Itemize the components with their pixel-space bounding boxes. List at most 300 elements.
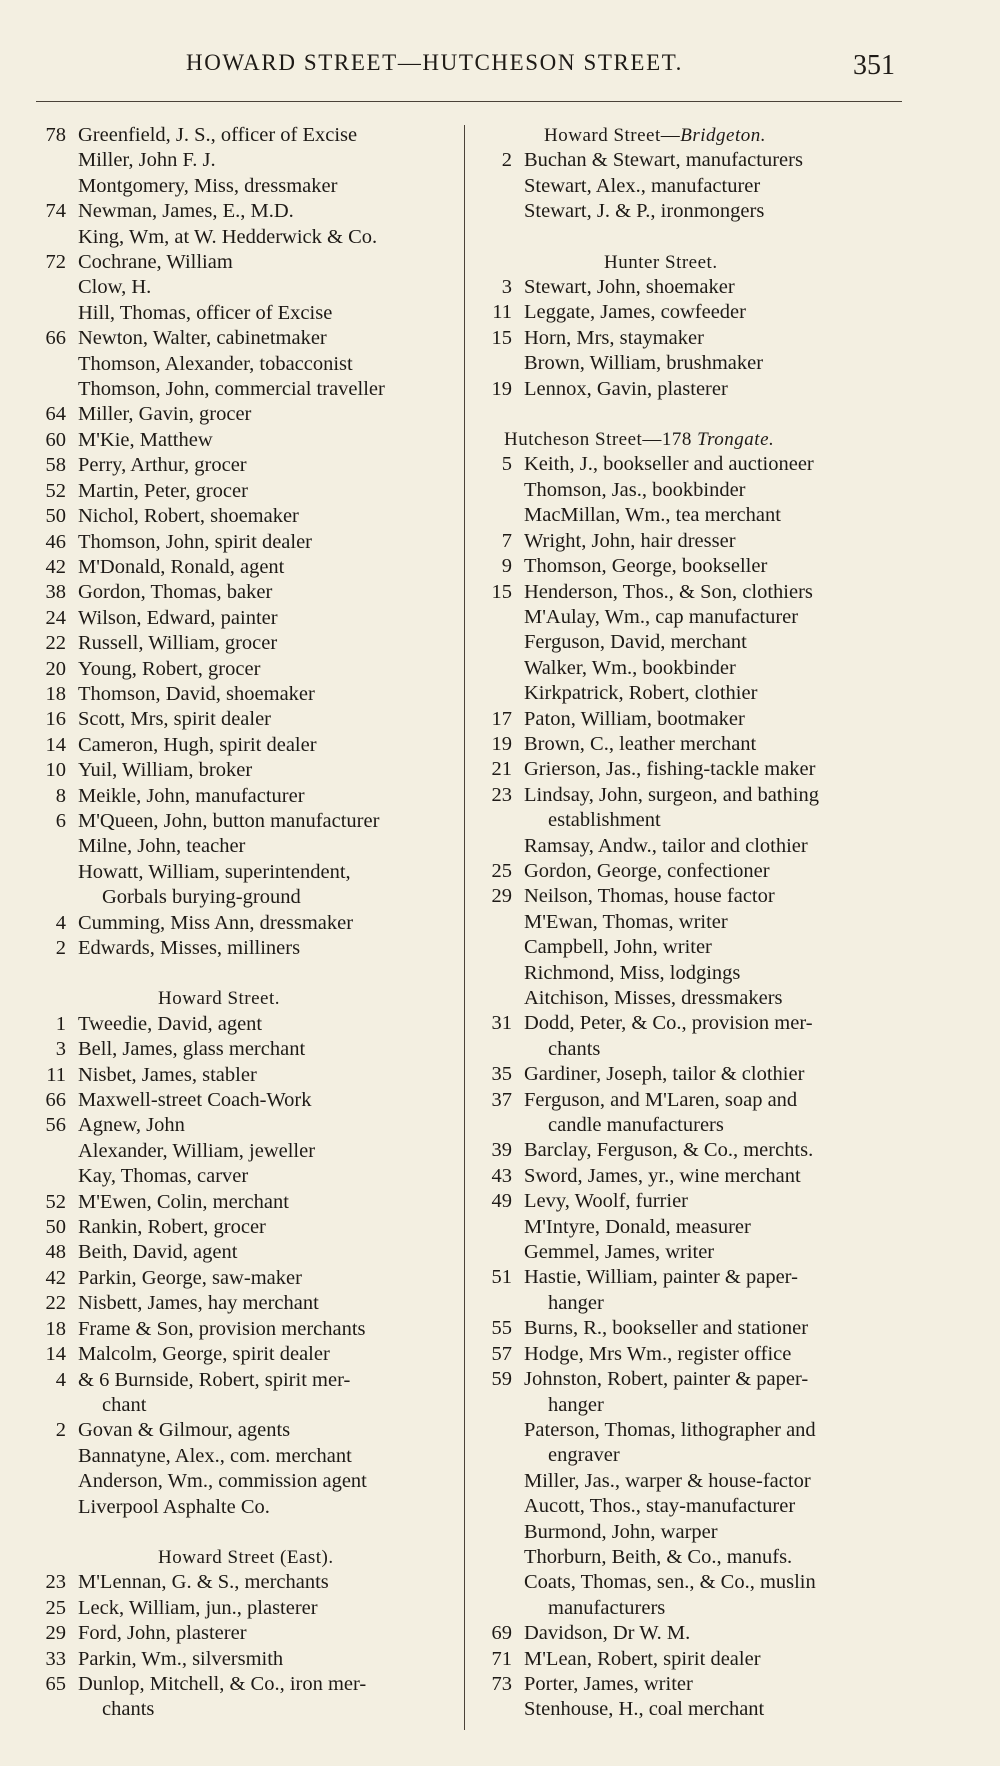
directory-entry [30, 352, 458, 377]
entry-text: M'Ewan, Thomas, writer [524, 910, 728, 933]
entry-text: Buchan & Stewart, manufacturers [524, 149, 803, 172]
entry-text: Milne, John, teacher [78, 835, 246, 858]
entry-text: Liverpool Asphalte Co. [78, 1495, 270, 1518]
entry-text: Barclay, Ferguson, & Co., merchts. [524, 1139, 814, 1162]
entry-text: Cochrane, William [78, 251, 233, 274]
directory-entry [476, 732, 906, 757]
directory-entry [476, 554, 906, 579]
entry-text: Cumming, Miss Ann, dressmaker [78, 911, 354, 934]
directory-entry [30, 1088, 458, 1113]
directory-entry [30, 301, 458, 326]
house-number: 22 [45, 1292, 66, 1315]
entry-text: Dodd, Peter, & Co., provision mer- [524, 1012, 813, 1035]
directory-entry [30, 1570, 458, 1595]
entry-text: Stewart, Alex., manufacturer [524, 174, 761, 197]
house-number: 19 [491, 732, 512, 755]
entry-text: Kay, Thomas, carver [78, 1165, 249, 1188]
house-number: 20 [45, 657, 66, 680]
directory-entry [476, 326, 906, 351]
directory-entry [30, 225, 458, 250]
directory-entry [30, 174, 458, 199]
directory-entry [476, 148, 906, 173]
house-number: 15 [491, 580, 512, 603]
directory-entry [30, 1342, 458, 1367]
entry-text: Kirkpatrick, Robert, clothier [524, 682, 758, 705]
entry-text: Davidson, Dr W. M. [524, 1622, 691, 1645]
directory-entry [476, 707, 906, 732]
directory-entry [30, 606, 458, 631]
entry-group [30, 123, 458, 961]
entry-text: Howatt, William, superintendent, [78, 860, 351, 883]
entry-text: Grierson, Jas., fishing-tackle maker [524, 758, 816, 781]
directory-entry [30, 1469, 458, 1494]
house-number: 78 [45, 124, 66, 146]
entry-text: chant [102, 1393, 147, 1416]
directory-entry [30, 148, 458, 173]
entry-text: Neilson, Thomas, house factor [524, 885, 775, 908]
entry-text: Wright, John, hair dresser [524, 529, 736, 552]
entry-text: Thomson, David, shoemaker [78, 682, 315, 705]
entry-text: Richmond, Miss, lodgings [524, 961, 741, 984]
entry-text: Gardiner, Joseph, tailor & clothier [524, 1063, 805, 1086]
entry-text: M'Intyre, Donald, measurer [524, 1215, 751, 1238]
directory-entry [30, 1317, 458, 1342]
entry-continuation [476, 1443, 906, 1468]
directory-entry [476, 1520, 906, 1545]
entry-text: Thomson, John, spirit dealer [78, 530, 313, 553]
entry-text: Hodge, Mrs Wm., register office [524, 1342, 792, 1365]
house-number: 57 [491, 1342, 512, 1365]
house-number: 3 [501, 276, 512, 299]
entry-text: Parkin, George, saw-maker [78, 1266, 302, 1289]
entry-text: Miller, Gavin, grocer [78, 403, 252, 426]
house-number: 29 [45, 1622, 66, 1645]
entry-text: Thomson, John, commercial traveller [78, 378, 385, 401]
house-number: 23 [491, 783, 512, 806]
entry-text: Burns, R., bookseller and stationer [524, 1317, 809, 1340]
entry-text: Lindsay, John, surgeon, and bathing [524, 783, 819, 806]
directory-entry [30, 1139, 458, 1164]
house-number: 50 [45, 1216, 66, 1239]
entry-group [476, 148, 906, 224]
directory-entry [30, 1240, 458, 1265]
entry-text: Porter, James, writer [524, 1672, 693, 1695]
house-number: 66 [45, 1089, 66, 1112]
directory-entry [30, 326, 458, 351]
directory-entry [476, 1316, 906, 1341]
entry-continuation [476, 1596, 906, 1621]
directory-entry [476, 529, 906, 554]
entry-text: Sword, James, yr., wine merchant [524, 1164, 801, 1187]
entry-text: Ford, John, plasterer [78, 1622, 247, 1645]
entry-text: Montgomery, Miss, dressmaker [78, 174, 338, 197]
entry-text: Dunlop, Mitchell, & Co., iron mer- [78, 1672, 367, 1695]
house-number: 31 [491, 1012, 512, 1035]
directory-entry [476, 935, 906, 960]
entry-continuation [476, 1291, 906, 1316]
directory-entry [30, 834, 458, 859]
entry-text: Keith, J., bookseller and auctioneer [524, 453, 814, 476]
directory-entry [30, 1368, 458, 1393]
entry-text: Martin, Peter, grocer [78, 479, 248, 502]
directory-entry [30, 453, 458, 478]
entry-text: M'Ewen, Colin, merchant [78, 1190, 289, 1213]
entry-text: Johnston, Robert, painter & paper- [524, 1368, 809, 1391]
entry-text: Nichol, Robert, shoemaker [78, 505, 299, 528]
directory-entry [30, 1621, 458, 1646]
directory-entry [30, 1672, 458, 1697]
entry-text: Leggate, James, cowfeeder [524, 301, 746, 324]
directory-entry [476, 757, 906, 782]
entry-text: Beith, David, agent [78, 1241, 238, 1264]
directory-entry [476, 503, 906, 528]
directory-entry [476, 1672, 906, 1697]
directory-entry [30, 657, 458, 682]
house-number: 58 [45, 454, 66, 477]
house-number: 6 [55, 809, 66, 832]
heading-street: Howard Street— [544, 125, 681, 146]
right-column [476, 123, 906, 1723]
directory-entry [476, 1215, 906, 1240]
house-number: 73 [491, 1672, 512, 1695]
house-number: 2 [55, 1419, 66, 1442]
entry-text: Stenhouse, H., coal merchant [524, 1698, 765, 1721]
directory-entry [476, 1494, 906, 1519]
house-number: 25 [45, 1596, 66, 1619]
heading-place: Bridgeton. [680, 125, 767, 146]
entry-text: Perry, Arthur, grocer [78, 454, 247, 477]
page-header [0, 0, 1000, 100]
entry-text: Tweedie, David, agent [78, 1012, 263, 1035]
house-number: 19 [491, 377, 512, 400]
entry-text: Malcolm, George, spirit dealer [78, 1343, 330, 1366]
house-number: 51 [491, 1266, 512, 1289]
house-number: 33 [45, 1647, 66, 1670]
entry-text: Yuil, William, broker [78, 759, 253, 782]
directory-entry [30, 275, 458, 300]
entry-continuation [30, 1393, 458, 1418]
section-heading-howard-street-east: Howard Street (East). [158, 1546, 334, 1568]
entry-group [30, 1570, 458, 1722]
entry-text: Anderson, Wm., commission agent [78, 1470, 367, 1493]
house-number: 8 [55, 784, 66, 807]
entry-text: Lennox, Gavin, plasterer [524, 377, 728, 400]
directory-entry [30, 631, 458, 656]
entry-text: Newman, James, E., M.D. [78, 200, 294, 223]
page-number: 351 [853, 50, 895, 81]
entry-text: Leck, William, jun., plasterer [78, 1596, 318, 1619]
entry-text: engraver [548, 1444, 620, 1467]
entry-continuation [476, 808, 906, 833]
directory-entry [30, 1215, 458, 1240]
directory-entry [30, 1444, 458, 1469]
entry-text: Rankin, Robert, grocer [78, 1216, 266, 1239]
house-number: 10 [45, 759, 66, 782]
directory-entry [476, 630, 906, 655]
header-rule [36, 101, 902, 102]
entry-text: Scott, Mrs, spirit dealer [78, 708, 272, 731]
entry-text: hanger [548, 1393, 604, 1416]
house-number: 42 [45, 555, 66, 578]
house-number: 50 [45, 505, 66, 528]
directory-entry [476, 580, 906, 605]
house-number: 21 [491, 758, 512, 781]
entry-text: Brown, William, brushmaker [524, 352, 764, 375]
entry-text: Levy, Woolf, furrier [524, 1190, 688, 1213]
entry-text: Ramsay, Andw., tailor and clothier [524, 834, 808, 857]
directory-entry [476, 656, 906, 681]
house-number: 14 [45, 733, 66, 756]
house-number: 25 [491, 859, 512, 882]
directory-entry [476, 1621, 906, 1646]
entry-text: candle manufacturers [548, 1114, 724, 1137]
entry-text: Gordon, Thomas, baker [78, 581, 273, 604]
house-number: 29 [491, 885, 512, 908]
directory-entry [30, 580, 458, 605]
entry-text: M'Aulay, Wm., cap manufacturer [524, 605, 799, 628]
directory-entry [476, 199, 906, 224]
entry-text: Miller, Jas., warper & house-factor [524, 1469, 811, 1492]
entry-text: Campbell, John, writer [524, 936, 712, 959]
entry-text: Henderson, Thos., & Son, clothiers [524, 580, 813, 603]
section-heading-howard-street: Howard Street. [158, 988, 281, 1010]
entry-text: Stewart, John, shoemaker [524, 276, 735, 299]
directory-entry [476, 884, 906, 909]
section-heading-howard-street-bridgeton [476, 123, 906, 148]
directory-entry [30, 530, 458, 555]
directory-entry [476, 478, 906, 503]
entry-text: Stewart, J. & P., ironmongers [524, 200, 765, 223]
directory-entry [30, 199, 458, 224]
entry-continuation [30, 1697, 458, 1722]
entry-text: Thomson, Alexander, tobacconist [78, 352, 353, 375]
directory-entry [30, 1291, 458, 1316]
heading-street: Hutcheson Street—178 [504, 429, 698, 451]
entry-text: Burmond, John, warper [524, 1520, 718, 1543]
entry-group [476, 275, 906, 402]
directory-entry [476, 174, 906, 199]
entry-text: Brown, C., leather merchant [524, 732, 757, 755]
running-title: HOWARD STREET—HUTCHESON STREET. [186, 50, 684, 75]
entry-text: Parkin, Wm., silversmith [78, 1647, 284, 1670]
house-number: 71 [491, 1647, 512, 1670]
directory-entry [476, 1469, 906, 1494]
entry-text: Bell, James, glass merchant [78, 1038, 306, 1061]
directory-entry [476, 859, 906, 884]
directory-entry [30, 1037, 458, 1062]
directory-entry [476, 1138, 906, 1163]
entry-group [476, 452, 906, 1722]
entry-text: Thorburn, Beith, & Co., manufs. [524, 1545, 793, 1568]
entry-text: Bannatyne, Alex., com. merchant [78, 1444, 352, 1467]
house-number: 66 [45, 327, 66, 350]
house-number: 59 [491, 1368, 512, 1391]
entry-text: MacMillan, Wm., tea merchant [524, 504, 781, 527]
entry-text: hanger [548, 1291, 604, 1314]
entry-text: M'Donald, Ronald, agent [78, 555, 285, 578]
house-number: 52 [45, 1190, 66, 1213]
directory-entry [30, 555, 458, 580]
entry-text: Hastie, William, painter & paper- [524, 1266, 798, 1289]
house-number: 2 [55, 937, 66, 959]
directory-entry [30, 479, 458, 504]
entry-text: Nisbett, James, hay merchant [78, 1292, 319, 1315]
section-heading-hunter-street: Hunter Street. [604, 251, 718, 273]
house-number: 15 [491, 326, 512, 349]
house-number: 69 [491, 1622, 512, 1645]
entry-group [30, 1012, 458, 1520]
house-number: 16 [45, 708, 66, 731]
house-number: 3 [55, 1038, 66, 1061]
directory-entry [476, 961, 906, 986]
house-number: 35 [491, 1063, 512, 1086]
entry-text: Govan & Gilmour, agents [78, 1419, 291, 1442]
house-number: 5 [501, 453, 512, 476]
entry-text: Young, Robert, grocer [78, 657, 261, 680]
left-column [30, 123, 458, 1723]
house-number: 74 [45, 200, 66, 223]
entry-text: Edwards, Misses, milliners [78, 937, 301, 959]
directory-entry [30, 1113, 458, 1138]
directory-entry [30, 936, 458, 961]
directory-entry [476, 1647, 906, 1672]
entry-text: Coats, Thomas, sen., & Co., muslin [524, 1571, 816, 1594]
directory-entry [476, 1265, 906, 1290]
house-number: 52 [45, 479, 66, 502]
entry-text: King, Wm, at W. Hedderwick & Co. [78, 225, 378, 248]
entry-text: Paterson, Thomas, lithographer and [524, 1418, 816, 1441]
directory-entry [30, 784, 458, 809]
directory-entry [30, 428, 458, 453]
house-number: 7 [501, 529, 512, 552]
house-number: 56 [45, 1114, 66, 1137]
house-number: 24 [45, 606, 66, 629]
directory-entry [30, 1266, 458, 1291]
directory-entry [30, 1495, 458, 1520]
directory-entry [476, 1367, 906, 1392]
directory-entry [476, 377, 906, 402]
directory-entry [30, 1190, 458, 1215]
house-number: 42 [45, 1266, 66, 1289]
house-number: 18 [45, 1317, 66, 1340]
house-number: 9 [501, 555, 512, 578]
directory-entry [476, 351, 906, 376]
entry-text: Miller, John F. J. [78, 149, 216, 172]
directory-entry [476, 1342, 906, 1367]
house-number: 37 [491, 1088, 512, 1111]
entry-continuation [476, 1393, 906, 1418]
entry-text: Wilson, Edward, painter [78, 606, 278, 629]
directory-entry [30, 250, 458, 275]
directory-entry [476, 1697, 906, 1722]
directory-entry [476, 1062, 906, 1087]
directory-entry [30, 123, 458, 148]
directory-entry [476, 1189, 906, 1214]
entry-text: Gordon, George, confectioner [524, 859, 770, 882]
column-divider [464, 125, 465, 1730]
entry-text: Maxwell-street Coach-Work [78, 1089, 312, 1112]
entry-text: Paton, William, bootmaker [524, 707, 745, 730]
house-number: 39 [491, 1139, 512, 1162]
entry-text: Ferguson, and M'Laren, soap and [524, 1088, 798, 1111]
house-number: 72 [45, 251, 66, 274]
directory-entry [30, 1418, 458, 1443]
directory-entry [30, 1647, 458, 1672]
entry-text: Gorbals burying-ground [102, 886, 301, 909]
house-number: 14 [45, 1343, 66, 1366]
entry-text: Agnew, John [78, 1114, 185, 1137]
entry-text: Gemmel, James, writer [524, 1241, 715, 1264]
directory-entry [476, 1418, 906, 1443]
entry-continuation [30, 885, 458, 910]
directory-entry [30, 402, 458, 427]
house-number: 18 [45, 682, 66, 705]
entry-text: Walker, Wm., bookbinder [524, 656, 736, 679]
directory-entry [30, 733, 458, 758]
directory-entry [30, 809, 458, 834]
directory-entry [476, 605, 906, 630]
entry-text: M'Lean, Robert, spirit dealer [524, 1647, 761, 1670]
house-number: 4 [55, 1368, 66, 1391]
directory-entry [30, 1012, 458, 1037]
directory-entry [30, 860, 458, 885]
directory-entry [476, 1545, 906, 1570]
directory-entry [476, 1011, 906, 1036]
directory-entry [476, 783, 906, 808]
house-number: 23 [45, 1571, 66, 1594]
house-number: 17 [491, 707, 512, 730]
section-heading-hutcheson-street [476, 427, 906, 452]
directory-entry [476, 1570, 906, 1595]
entry-text: M'Lennan, G. & S., merchants [78, 1571, 329, 1594]
entry-continuation [476, 1037, 906, 1062]
directory-entry [476, 452, 906, 477]
entry-text: Alexander, William, jeweller [78, 1139, 316, 1162]
entry-text: Horn, Mrs, staymaker [524, 326, 704, 349]
heading-place: Trongate. [697, 429, 775, 451]
house-number: 11 [492, 301, 512, 324]
house-number: 43 [491, 1164, 512, 1187]
directory-entry [30, 504, 458, 529]
entry-continuation [476, 1113, 906, 1138]
directory-entry [476, 910, 906, 935]
directory-entry [476, 681, 906, 706]
house-number: 11 [46, 1063, 66, 1086]
directory-entry [476, 1240, 906, 1265]
entry-text: Cameron, Hugh, spirit dealer [78, 733, 317, 756]
house-number: 64 [45, 403, 66, 426]
directory-entry [30, 707, 458, 732]
entry-text: M'Kie, Matthew [78, 428, 213, 451]
directory-entry [30, 911, 458, 936]
entry-text: Meikle, John, manufacturer [78, 784, 305, 807]
directory-entry [476, 834, 906, 859]
house-number: 2 [501, 149, 512, 172]
entry-text: Hill, Thomas, officer of Excise [78, 301, 333, 324]
entry-text: Frame & Son, provision merchants [78, 1317, 366, 1340]
entry-text: Aitchison, Misses, dressmakers [524, 987, 783, 1009]
directory-entry [30, 758, 458, 783]
entry-text: Greenfield, J. S., officer of Excise [78, 124, 358, 146]
entry-text: chants [102, 1698, 155, 1721]
entry-text: Thomson, George, bookseller [524, 555, 768, 578]
house-number: 46 [45, 530, 66, 553]
house-number: 4 [55, 911, 66, 934]
directory-entry [30, 682, 458, 707]
entry-text: Thomson, Jas., bookbinder [524, 478, 746, 501]
house-number: 22 [45, 632, 66, 655]
directory-entry [30, 1164, 458, 1189]
